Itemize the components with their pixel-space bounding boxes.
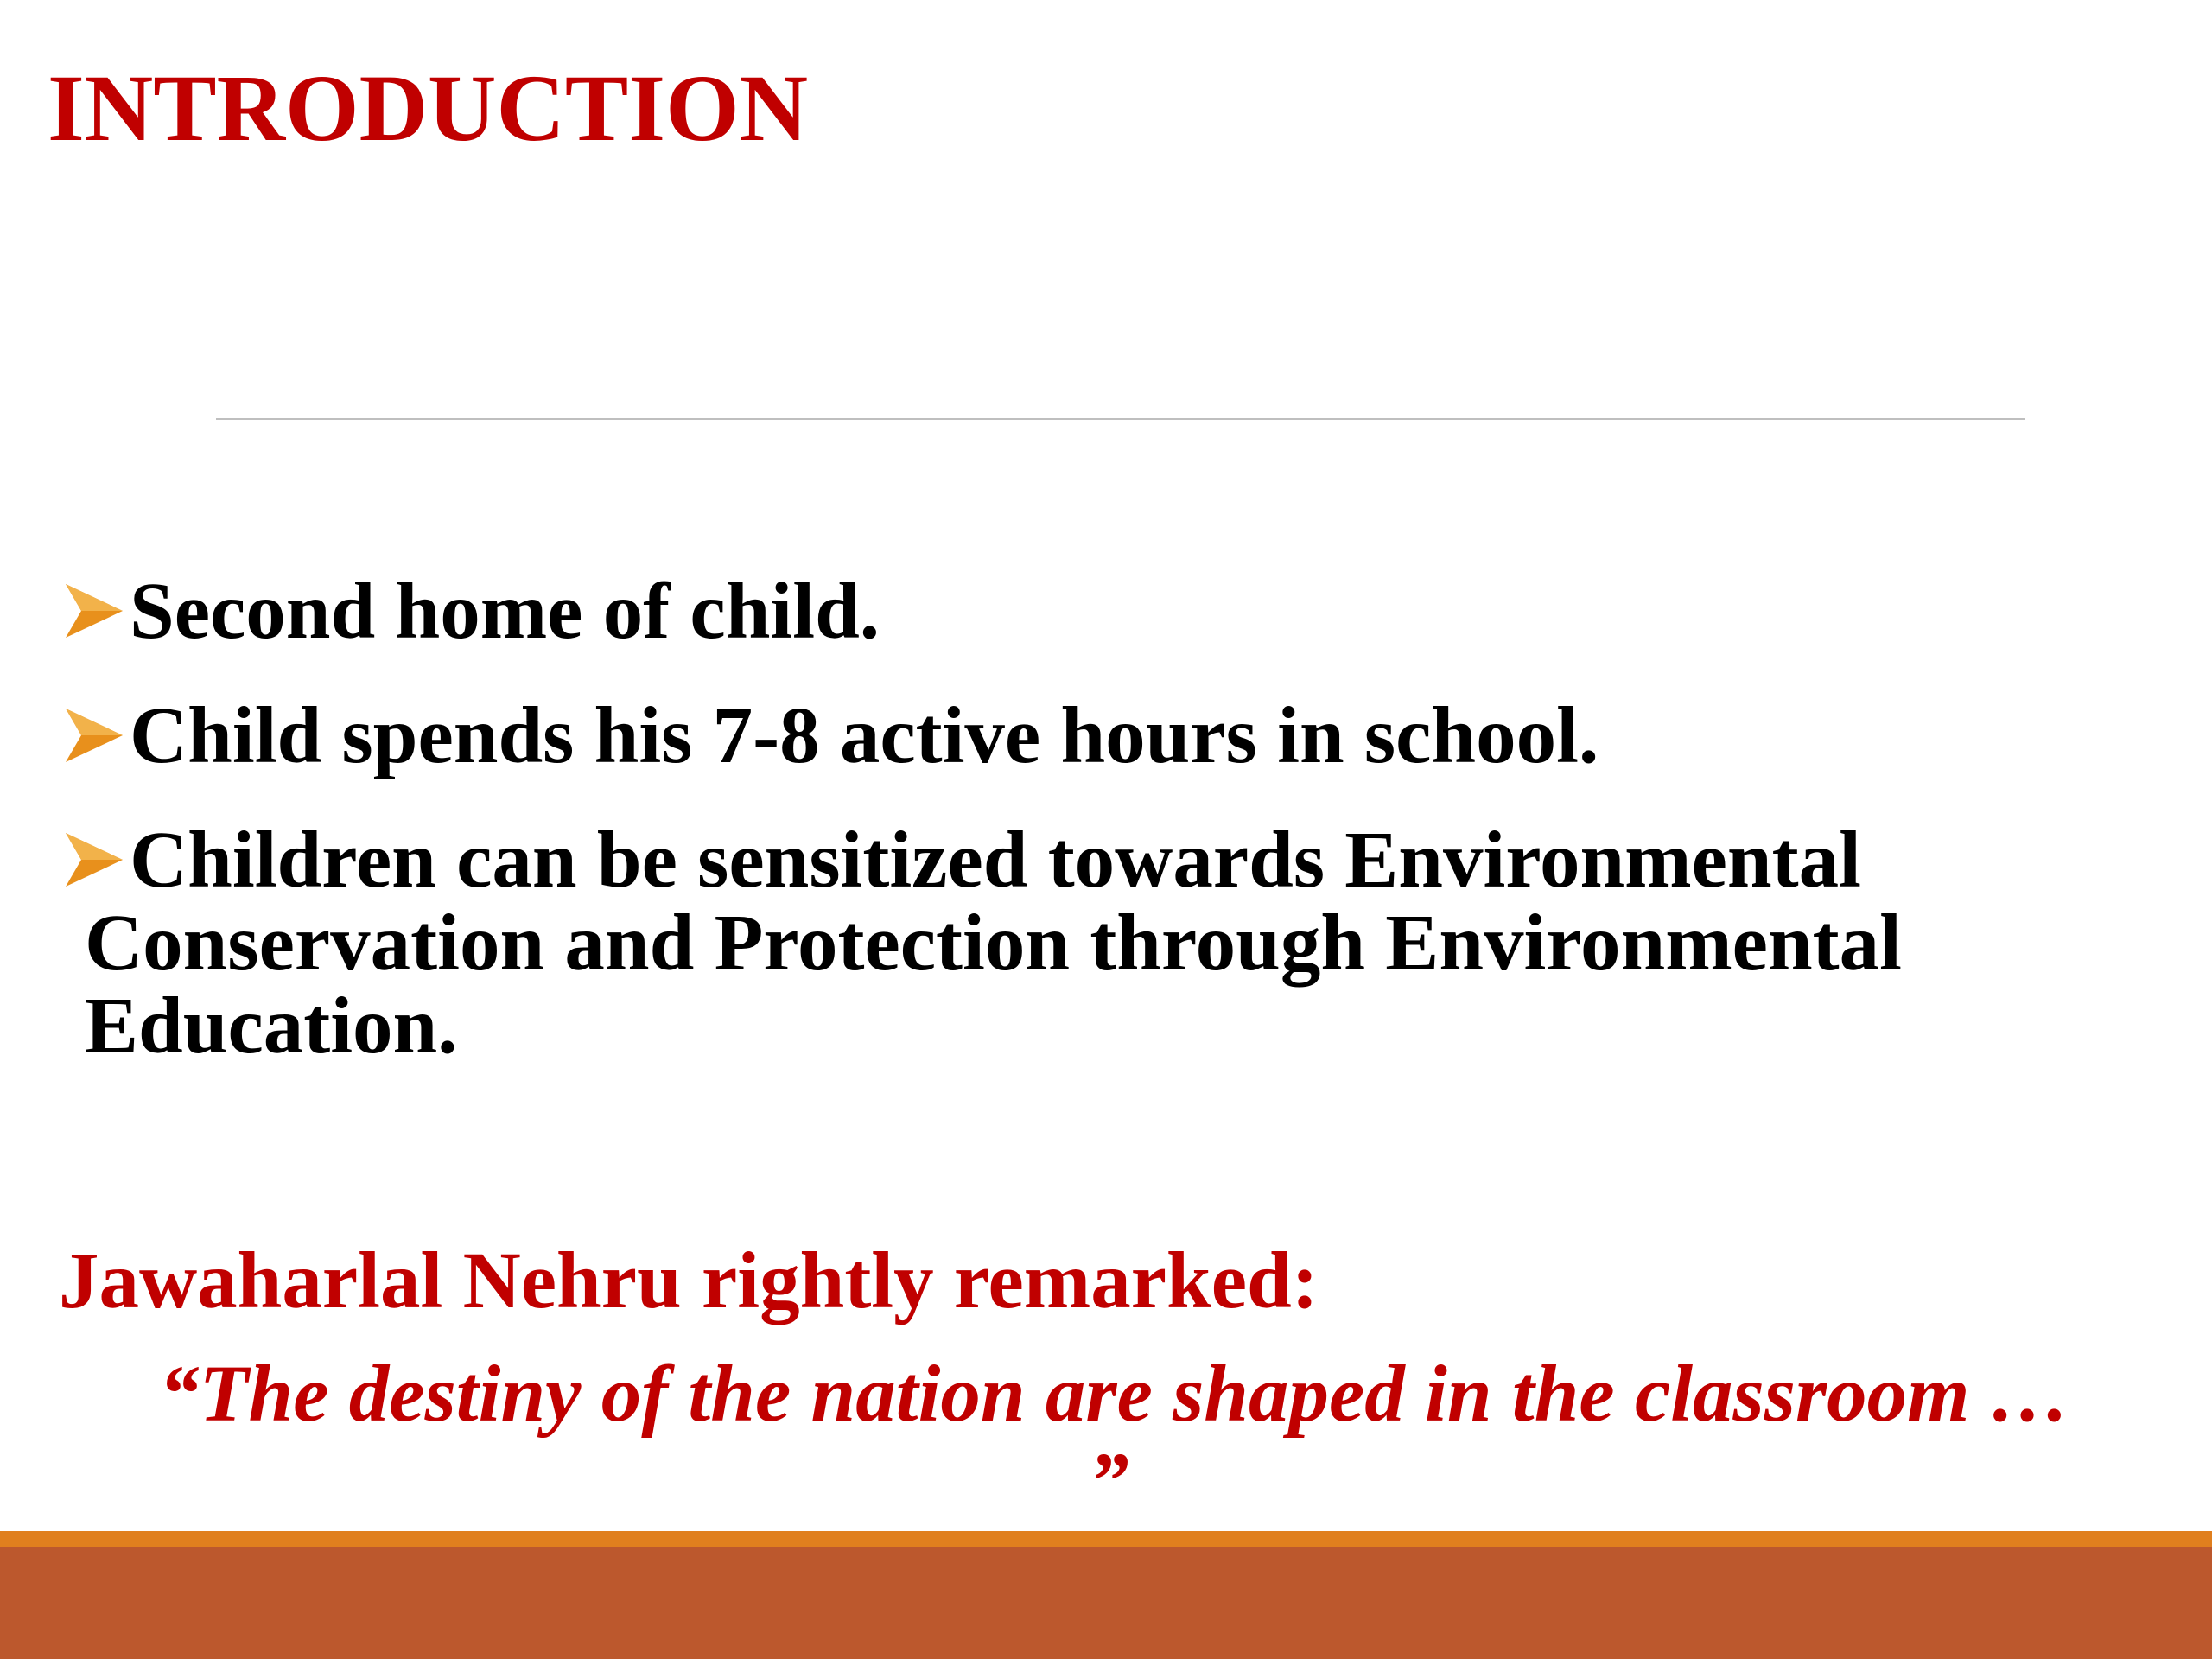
- bullet-item: [62, 816, 2153, 1071]
- slide-title: INTRODUCTION: [48, 55, 809, 161]
- quote-text: “The destiny of the nation are shaped in the classroom …: [159, 1350, 2070, 1439]
- bullet-text: Second home of child.: [130, 567, 880, 656]
- bullet-text: Child spends his 7-8 active hours in school.: [130, 691, 1599, 780]
- quote-attribution: Jawaharlal Nehru rightly remarked:: [59, 1236, 1319, 1325]
- arrow-bullet-icon: [62, 581, 126, 641]
- arrow-bullet-icon: [62, 705, 126, 766]
- footer-accent-line: [0, 1531, 2212, 1547]
- bullet-item: [62, 567, 2153, 656]
- bullet-list: [62, 567, 2153, 1109]
- bullet-text: Children can be sensitized towards Environmental Conservation and Protection through Environmental Education.: [85, 816, 1902, 1071]
- footer-band: [0, 1547, 2212, 1659]
- title-divider: [216, 418, 2025, 420]
- bullet-item: [62, 691, 2153, 780]
- quote-closing-mark: ”: [1089, 1437, 1129, 1526]
- arrow-bullet-icon: [62, 830, 126, 890]
